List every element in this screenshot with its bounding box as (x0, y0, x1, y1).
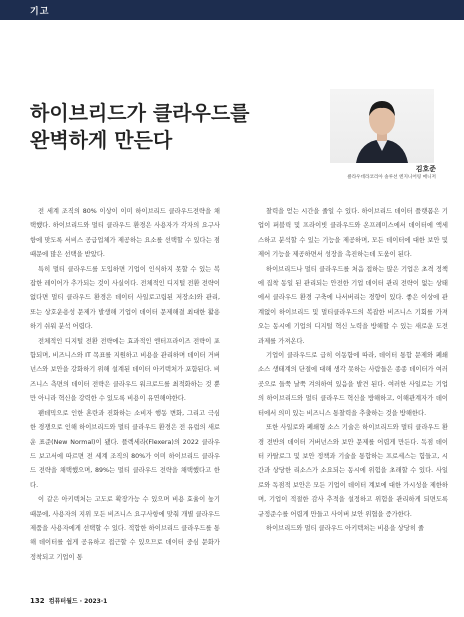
page-number: 132 (30, 597, 45, 605)
paragraph: 전체적인 디지털 전환 전략에는 효과적인 엔터프라이즈 전략이 포함되며, 비즈니스와 IT 목표를 지원하고 비용을 관리하며 데이터 거버넌스와 보안을 강화하기 위해 설계된 데이터 아키텍처가 포함된다. 비즈니스 측면의 데이터 전략은 클라우드 워크로드를 최적화하는 것 뿐만 아니라 혁신을 강력한 수 있도록 비용이 유연해야한다. (30, 337, 220, 403)
article-title (30, 100, 330, 154)
author-portrait-icon (330, 89, 434, 163)
paragraph: 하이브리드나 멀티 클라우드를 처음 접하는 많은 기업은 초격 정책에 집착 동일 된 관리되는 안전한 기업 데이터 관리 전략이 없는 상태에서 클라우드 환경 구축에 나서버리는 경향이 있다. 좋은 이상에 관계없이 하이브리드 및 멀티클라우드의 복잡한 비즈니스 기회를 가져오는 동시에 기업의 디지털 혁신 노력을 방해할 수 있는 새로운 도전 과제를 가져온다. (258, 265, 448, 345)
author-name: 김호준 (415, 165, 436, 173)
paragraph: 팬데믹으로 인한 혼란과 진화하는 소비자 행동 변화, 그리고 극심한 경쟁으로 인해 하이브리드와 멀티 클라우드 환경은 전 유럽의 새로운 표준(New Normal)이 됐다. 플렉세라(Flexera)의 2022 클라우드 보고서에 따르면 전 세계 조직의 80%가 이미 하이브리드 클라우드 전략을 채택했으며, 89%는 멀티 클라우드 전략을 채택했다고 한다. (30, 409, 220, 489)
body-column-left (30, 205, 220, 590)
publication-name: 컴퓨터월드 · 2023·1 (48, 598, 108, 605)
author-photo (330, 89, 434, 163)
paragraph: 이 같은 아키텍처는 고도로 확장가능 수 있으며 비용 효율이 높기 때문에, 사용자의 지위 모든 비즈니스 요구사항에 맞춰 개별 클라우드 제품을 사용자에게 선택할 수 있다. 적합한 하이브리드 클라우드를 통해 데이터를 쉽게 공유하고 접근할 수 있으므로 데이터 중심 문화가 정착되고 기업이 통 (30, 496, 220, 561)
section-label: 기고 (30, 7, 50, 17)
paragraph: 특히 멀티 클라우드를 도입하면 기업이 인식하지 못할 수 있는 복잡한 레이어가 추가되는 것이 사실이다. 전체적인 디지털 전환 전략이 없다면 멀티 클라우드 환경은 데이터 사일로고립된 저장소)와 관리, 또는 상호운용성 문제가 발생해 기업이 데이터 문제해결 최대한 활용하기 쉬워 분석 어렵다. (30, 265, 220, 331)
paragraph: 찰력을 얻는 시간을 줄일 수 있다. 하이브리드 데이터 플랫폼은 기업이 퍼블릭 및 프라이빗 클라우드와 온프레미스에서 데이터에 액세스하고 분석할 수 있는 기능을 제공하며, 모든 데이터에 대한 보안 및 제어 기능을 제공하면서 성장을 촉진하는데 도움이 된다. (258, 208, 448, 259)
paragraph: 또한 사일로와 폐쇄형 소스 기술은 하이브리드와 멀티 클라우드 환경 전반의 데이터 거버넌스와 보안 문제를 어렵게 만든다. 독점 데이터 카탈로그 및 보안 정책과 기술을 통합하는 프로세스는 힘들고, 시간과 상당한 리소스가 소요되는 동시에 위험을 초래할 수 있다. 사일로와 독점적 보안은 모든 기업이 데이터 계보에 대한 가시성을 제한하며, 기업이 적절한 감사 추적을 설정하고 위험을 관리하게 되면도록 규정준수를 어렵게 만들고 사이버 보안 위협을 증가한다. (258, 424, 448, 518)
paragraph: 기업이 클라우드로 급히 이동함에 따라, 데이터 통합 문제와 폐쇄 소스 생태계의 단절에 대해 생각 못하는 사람들은 종종 데이터가 여러 곳으로 들쭉 날쭉 겨의하여 있음을 발견 된다. 여러한 사일로는 기업의 하이브리드와 멀티 클라우드 혁신을 방해하고, 이해관계자가 데이터에서 의미 있는 비즈니스 통찰력을 추출하는 것을 방해한다. (258, 352, 448, 417)
body-column-right (258, 205, 448, 590)
article-title-line-2: 완벽하게 만든다 (30, 128, 173, 152)
section-header-bar (0, 0, 464, 20)
page-footer (30, 596, 107, 605)
paragraph: 전 세계 조직의 80% 이상이 이미 하이브리드 클라우드전략을 채택했다. 하이브리드와 멀티 클라우드 환경은 사용자가 각자의 요구사항에 맞도록 서비스 공급업체가 제공하는 요소를 선택할 수 있다는 점 때문에 많은 선택을 받았다. (30, 208, 220, 259)
paragraph: 하이브리드와 멀티 클라우드 아키텍처는 비용을 상당히 줄 (266, 524, 424, 532)
author-role: 클라우데라코리아 솔루션 엔지니어링 매니저 (347, 175, 436, 180)
article-title-line-1: 하이브리드가 클라우드를 (30, 101, 250, 125)
